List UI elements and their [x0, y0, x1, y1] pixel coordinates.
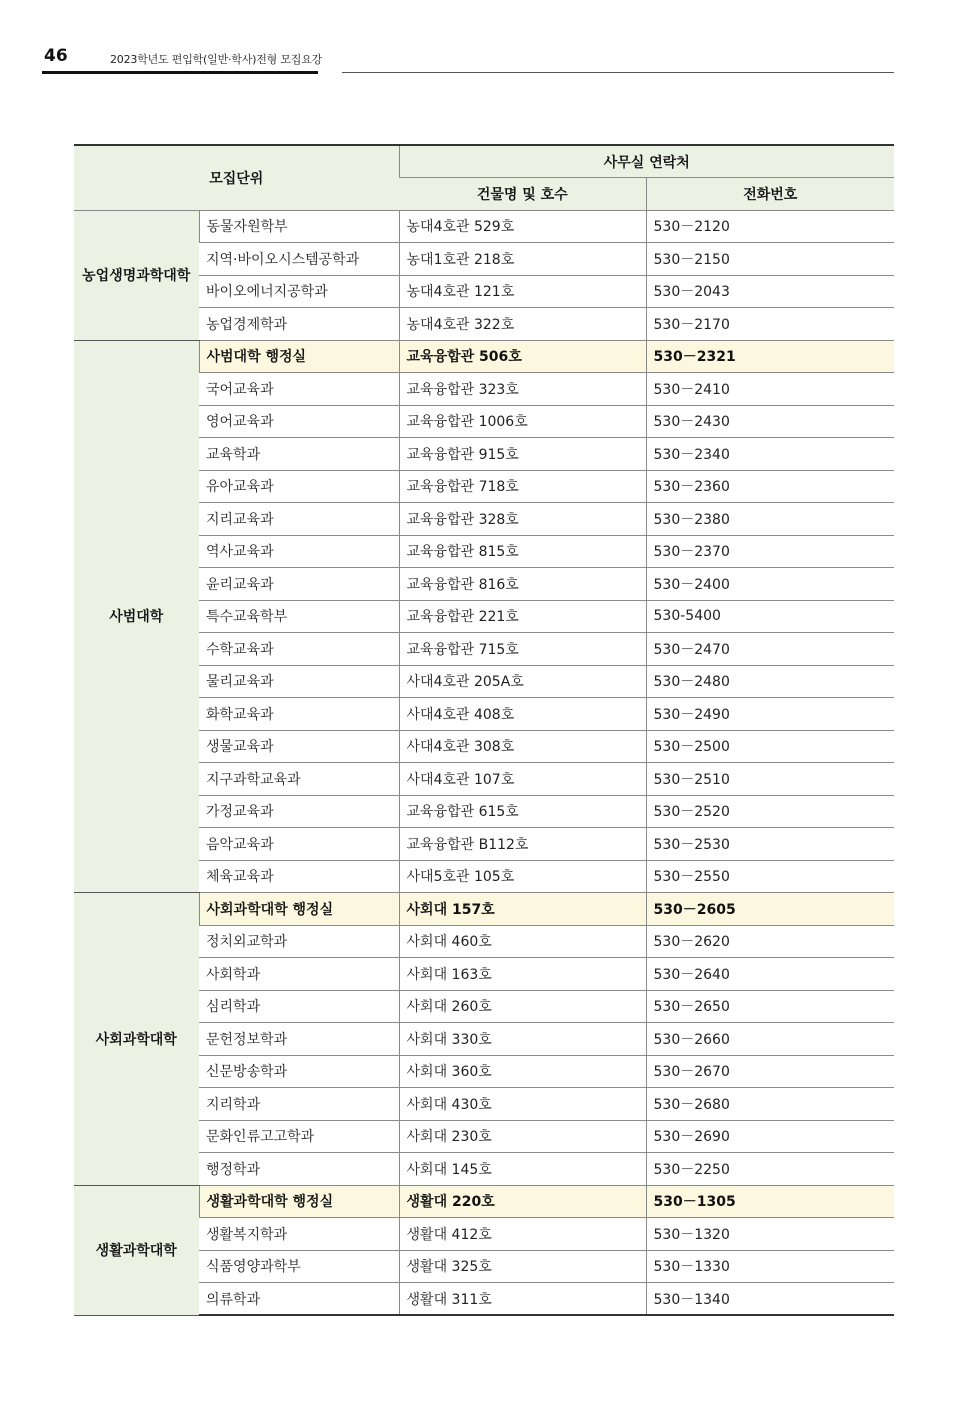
department-name: 지역·바이오시스템공학과 [199, 243, 399, 276]
phone-number: 530－2490 [646, 698, 894, 731]
department-name: 정치외교학과 [199, 925, 399, 958]
phone-number: 530－2170 [646, 308, 894, 341]
college-name: 생활과학대학 [74, 1185, 199, 1315]
phone-number: 530－2430 [646, 405, 894, 438]
header-rule-thin [342, 72, 894, 73]
department-name: 역사교육과 [199, 535, 399, 568]
phone-number: 530－2510 [646, 763, 894, 796]
department-name: 체육교육과 [199, 860, 399, 893]
building-room: 생활대 325호 [399, 1250, 646, 1283]
phone-number: 530－2340 [646, 438, 894, 471]
department-name: 심리학과 [199, 990, 399, 1023]
building-room: 사회대 163호 [399, 958, 646, 991]
phone-number: 530－2500 [646, 730, 894, 763]
building-room: 사대4호관 107호 [399, 763, 646, 796]
department-name: 화학교육과 [199, 698, 399, 731]
building-room: 농대4호관 322호 [399, 308, 646, 341]
phone-number: 530－2605 [646, 893, 894, 926]
building-room: 교육융합관 221호 [399, 600, 646, 633]
college-name: 사회과학대학 [74, 893, 199, 1186]
office-row [74, 1185, 894, 1218]
page-header [0, 0, 966, 80]
building-room: 교육융합관 816호 [399, 568, 646, 601]
phone-number: 530－2550 [646, 860, 894, 893]
phone-number: 530－2620 [646, 925, 894, 958]
department-name: 지리교육과 [199, 503, 399, 536]
phone-number: 530－2650 [646, 990, 894, 1023]
phone-number: 530－2680 [646, 1088, 894, 1121]
department-name: 사회학과 [199, 958, 399, 991]
table-row [74, 210, 894, 243]
phone-number: 530－2660 [646, 1023, 894, 1056]
building-room: 교육융합관 915호 [399, 438, 646, 471]
department-name: 생활복지학과 [199, 1218, 399, 1251]
phone-number: 530－2380 [646, 503, 894, 536]
header-rule-thick [42, 71, 318, 74]
department-name: 바이오에너지공학과 [199, 275, 399, 308]
office-row [74, 340, 894, 373]
building-room: 사대5호관 105호 [399, 860, 646, 893]
building-room: 사회대 430호 [399, 1088, 646, 1121]
building-room: 농대1호관 218호 [399, 243, 646, 276]
department-name: 신문방송학과 [199, 1055, 399, 1088]
phone-number: 530－1330 [646, 1250, 894, 1283]
building-room: 사대4호관 308호 [399, 730, 646, 763]
department-name: 물리교육과 [199, 665, 399, 698]
department-name: 생물교육과 [199, 730, 399, 763]
college-name: 사범대학 [74, 340, 199, 893]
phone-number: 530－2530 [646, 828, 894, 861]
phone-number: 530-5400 [646, 600, 894, 633]
department-name: 교육학과 [199, 438, 399, 471]
phone-number: 530－1340 [646, 1283, 894, 1316]
building-room: 사회대 145호 [399, 1153, 646, 1186]
department-name: 영어교육과 [199, 405, 399, 438]
phone-number: 530－1320 [646, 1218, 894, 1251]
building-room: 교육융합관 506호 [399, 340, 646, 373]
building-room: 사대4호관 205A호 [399, 665, 646, 698]
department-name: 사회과학대학 행정실 [199, 893, 399, 926]
phone-number: 530－2043 [646, 275, 894, 308]
college-name: 농업생명과학대학 [74, 210, 199, 340]
document-title: 2023학년도 편입학(일반·학사)전형 모집요강 [110, 53, 323, 66]
building-room: 생활대 412호 [399, 1218, 646, 1251]
building-room: 농대4호관 121호 [399, 275, 646, 308]
building-room: 교육융합관 715호 [399, 633, 646, 666]
unit-header: 모집단위 [74, 145, 399, 210]
department-name: 국어교육과 [199, 373, 399, 406]
department-name: 생활과학대학 행정실 [199, 1185, 399, 1218]
phone-number: 530－2690 [646, 1120, 894, 1153]
building-room-header: 건물명 및 호수 [399, 178, 646, 211]
building-room: 사회대 330호 [399, 1023, 646, 1056]
phone-number: 530－2470 [646, 633, 894, 666]
department-name: 동물자원학부 [199, 210, 399, 243]
office-row [74, 893, 894, 926]
phone-number: 530－2400 [646, 568, 894, 601]
building-room: 사대4호관 408호 [399, 698, 646, 731]
phone-number: 530－2480 [646, 665, 894, 698]
department-name: 유아교육과 [199, 470, 399, 503]
department-name: 의류학과 [199, 1283, 399, 1316]
department-name: 문화인류고고학과 [199, 1120, 399, 1153]
building-room: 교육융합관 815호 [399, 535, 646, 568]
department-name: 음악교육과 [199, 828, 399, 861]
building-room: 농대4호관 529호 [399, 210, 646, 243]
department-name: 가정교육과 [199, 795, 399, 828]
department-name: 특수교육학부 [199, 600, 399, 633]
phone-number: 530－2640 [646, 958, 894, 991]
building-room: 교육융합관 B112호 [399, 828, 646, 861]
phone-number: 530－2670 [646, 1055, 894, 1088]
building-room: 사회대 230호 [399, 1120, 646, 1153]
building-room: 교육융합관 1006호 [399, 405, 646, 438]
department-name: 윤리교육과 [199, 568, 399, 601]
building-room: 생활대 220호 [399, 1185, 646, 1218]
phone-number: 530－2250 [646, 1153, 894, 1186]
department-name: 지리학과 [199, 1088, 399, 1121]
department-name: 농업경제학과 [199, 308, 399, 341]
office-contact-header: 사무실 연락처 [399, 145, 894, 178]
building-room: 교육융합관 328호 [399, 503, 646, 536]
building-room: 교육융합관 615호 [399, 795, 646, 828]
page-number: 46 [44, 46, 68, 66]
building-room: 생활대 311호 [399, 1283, 646, 1316]
phone-header: 전화번호 [646, 178, 894, 211]
table-body [74, 210, 894, 1315]
building-room: 사회대 360호 [399, 1055, 646, 1088]
building-room: 사회대 157호 [399, 893, 646, 926]
building-room: 교육융합관 323호 [399, 373, 646, 406]
phone-number: 530－2410 [646, 373, 894, 406]
department-name: 수학교육과 [199, 633, 399, 666]
phone-number: 530－2360 [646, 470, 894, 503]
department-name: 식품영양과학부 [199, 1250, 399, 1283]
department-name: 문헌정보학과 [199, 1023, 399, 1056]
building-room: 사회대 260호 [399, 990, 646, 1023]
department-name: 행정학과 [199, 1153, 399, 1186]
phone-number: 530－2321 [646, 340, 894, 373]
phone-number: 530－2370 [646, 535, 894, 568]
phone-number: 530－2120 [646, 210, 894, 243]
phone-number: 530－2520 [646, 795, 894, 828]
department-name: 지구과학교육과 [199, 763, 399, 796]
office-contact-table [74, 144, 894, 1316]
department-name: 사범대학 행정실 [199, 340, 399, 373]
building-room: 교육융합관 718호 [399, 470, 646, 503]
building-room: 사회대 460호 [399, 925, 646, 958]
phone-number: 530－1305 [646, 1185, 894, 1218]
phone-number: 530－2150 [646, 243, 894, 276]
